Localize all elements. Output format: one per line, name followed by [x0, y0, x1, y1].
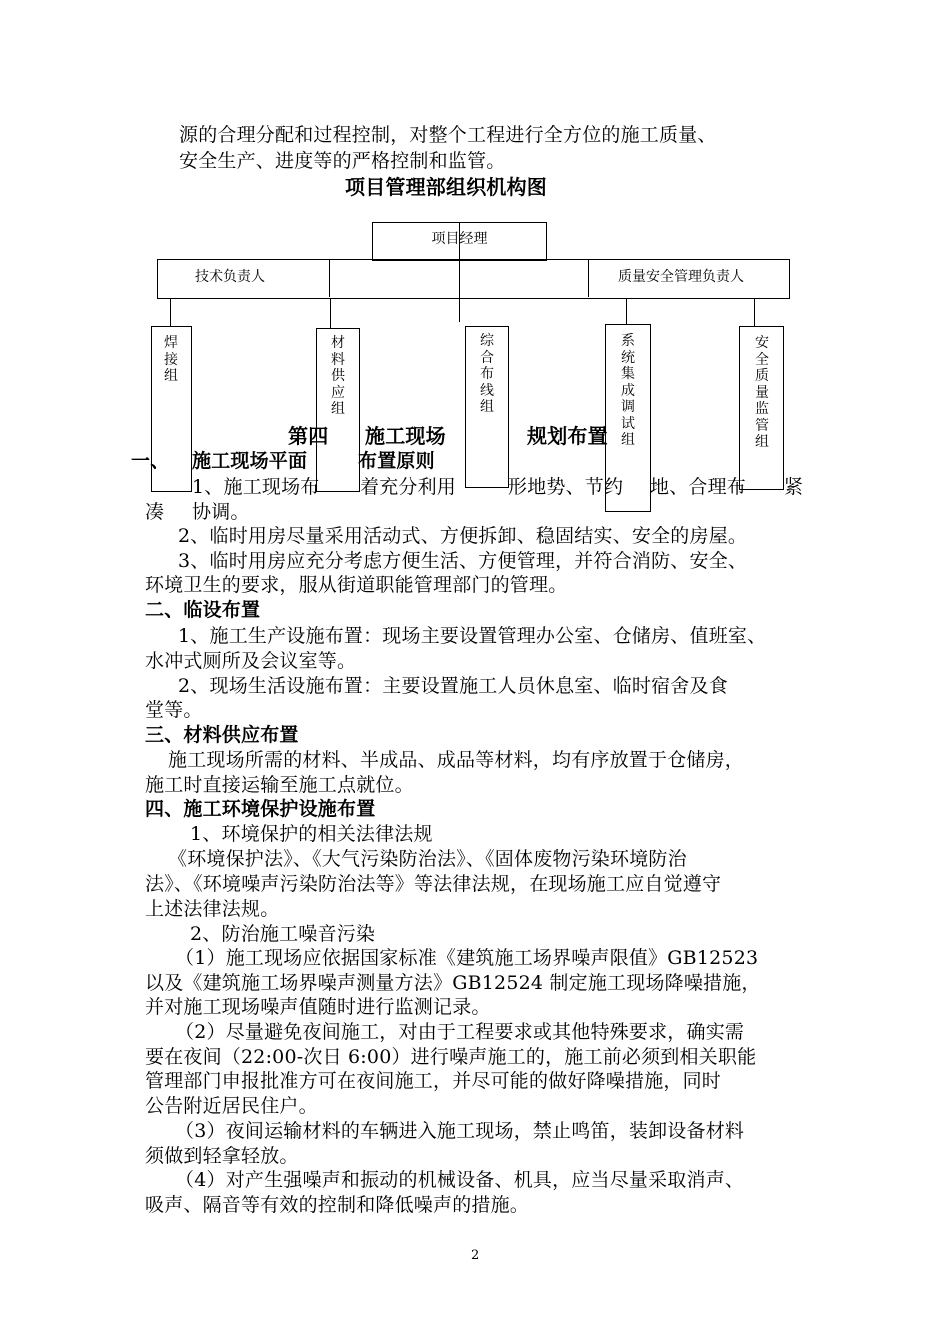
intro-line-2: 安全生产、进度等的严格控制和监管。 — [179, 150, 506, 172]
section1-p1-part-b: 着充分利用 — [360, 476, 457, 498]
section1-heading-part-c: 布置原则 — [358, 450, 435, 472]
connector-group-1 — [170, 298, 171, 326]
section4-n4-line2: 吸声、隔音等有效的控制和降低噪声的措施。 — [145, 1194, 530, 1216]
section3-heading: 三、材料供应布置 — [145, 724, 299, 746]
section2-p1-line2: 水冲式厕所及会议室等。 — [145, 650, 357, 672]
section2-p2-line2: 堂等。 — [145, 699, 203, 721]
section2-p2-line1: 2、现场生活设施布置：主要设置施工人员休息室、临时宿舍及食 — [178, 675, 728, 697]
connector-group-5 — [754, 298, 755, 326]
welding-group-label: 焊接组 — [164, 335, 178, 384]
section4-n1-line3: 并对施工现场噪声值随时进行监测记录。 — [145, 996, 491, 1018]
materials-group-label: 材料供应组 — [331, 335, 345, 417]
section3-p1-line2: 施工时直接运输至施工点就位。 — [145, 774, 414, 796]
connector-group-2 — [330, 298, 331, 328]
section4-n1-line2: 以及《建筑施工场界噪声测量方法》GB12524 制定施工现场降噪措施， — [145, 972, 761, 994]
section3-p1-line1: 施工现场所需的材料、半成品、成品等材料，均有序放置于仓储房， — [168, 749, 745, 771]
section4-law-line3: 上述法律法规。 — [145, 898, 280, 920]
intro-line-1: 源的合理分配和过程控制，对整个工程进行全方位的施工质量、 — [179, 124, 717, 146]
section4-n2-line2: 要在夜间（22:00-次日 6:00）进行噪声施工的，施工前必须到相关职能 — [145, 1046, 757, 1068]
cabling-group-label: 综合布线组 — [480, 333, 494, 415]
divider-quality-lead — [588, 259, 589, 297]
chapter-heading-part-c: 规划布置 — [527, 424, 608, 448]
section1-p1-line2-part-a: 凑 — [145, 501, 165, 523]
section2-heading: 二、临设布置 — [145, 599, 261, 621]
section4-n2-line4: 公告附近居民住户。 — [145, 1095, 318, 1117]
org-chart-title: 项目管理部组织机构图 — [345, 175, 547, 199]
section1-p3-line2: 环境卫生的要求，服从街道职能管理部门的管理。 — [145, 574, 568, 596]
section4-n3-line1: （3）夜间运输材料的车辆进入施工现场，禁止鸣笛，装卸设备材料 — [175, 1120, 745, 1142]
section4-law-line2: 法》、《环境噪声污染防治法等》等法律法规，在现场施工应自觉遵守 — [145, 873, 722, 895]
chapter-heading-part-a: 第四 — [288, 424, 329, 448]
section4-law-line1: 《环境保护法》、《大气污染防治法》、《固体废物污染环境防治 — [168, 848, 687, 870]
safety-quality-group-label: 安全质量监管组 — [755, 335, 769, 450]
box-middle-row — [157, 259, 790, 299]
divider-tech-lead — [329, 259, 330, 297]
section4-heading: 四、施工环境保护设施布置 — [145, 798, 376, 820]
section1-heading-part-b: 施工现场平面 — [192, 450, 308, 472]
section1-p1-part-a: 1、施工现场布 — [192, 476, 320, 498]
section1-heading-part-a: 一、 — [131, 450, 170, 472]
chapter-heading-part-b: 施工现场 — [365, 424, 446, 448]
connector-group-4 — [626, 298, 627, 324]
section2-p1-line1: 1、施工生产设施布置：现场主要设置管理办公室、仓储房、值班室、 — [178, 625, 767, 647]
section1-p2: 2、临时用房尽量采用活动式、方便拆卸、稳固结实、安全的房屋。 — [178, 525, 748, 547]
section1-p1-line2-part-b: 协调。 — [192, 501, 250, 523]
box-safety-quality-group — [739, 326, 784, 490]
section1-p1-part-d: 地、合理布 — [650, 476, 747, 498]
box-tech-lead-label: 技术负责人 — [195, 269, 265, 285]
section4-n3-line2: 须做到轻拿轻放。 — [145, 1145, 299, 1167]
box-project-manager — [372, 222, 547, 261]
page-number: 2 — [471, 1248, 480, 1263]
section4-n4-line1: （4）对产生强噪声和振动的机械设备、机具，应当尽量采取消声、 — [175, 1169, 745, 1191]
section4-n2-line3: 管理部门申报批准方可在夜间施工，并尽可能的做好降噪措施，同时 — [145, 1070, 722, 1092]
box-materials-group — [316, 328, 360, 492]
box-project-manager-label: 项目经理 — [431, 231, 488, 247]
box-cabling-group — [465, 326, 509, 488]
integration-group-label: 系统集成调试组 — [621, 333, 635, 448]
section1-p1-part-c: 形地势、节约 — [508, 476, 624, 498]
section4-sub2: 2、防治施工噪音污染 — [190, 923, 376, 945]
section4-n1-line1: （1）施工现场应依据国家标准《建筑施工场界噪声限值》GB12523 — [175, 947, 759, 969]
section4-sub1: 1、环境保护的相关法律法规 — [190, 823, 433, 845]
section1-p3-line1: 3、临时用房应充分考虑方便生活、方便管理，并符合消防、安全、 — [178, 550, 748, 572]
box-quality-safety-lead-label: 质量安全管理负责人 — [618, 269, 744, 285]
section4-n2-line1: （2）尽量避免夜间施工，对由于工程要求或其他特殊要求，确实需 — [175, 1021, 745, 1043]
section1-p1-part-e: 紧 — [784, 476, 804, 498]
